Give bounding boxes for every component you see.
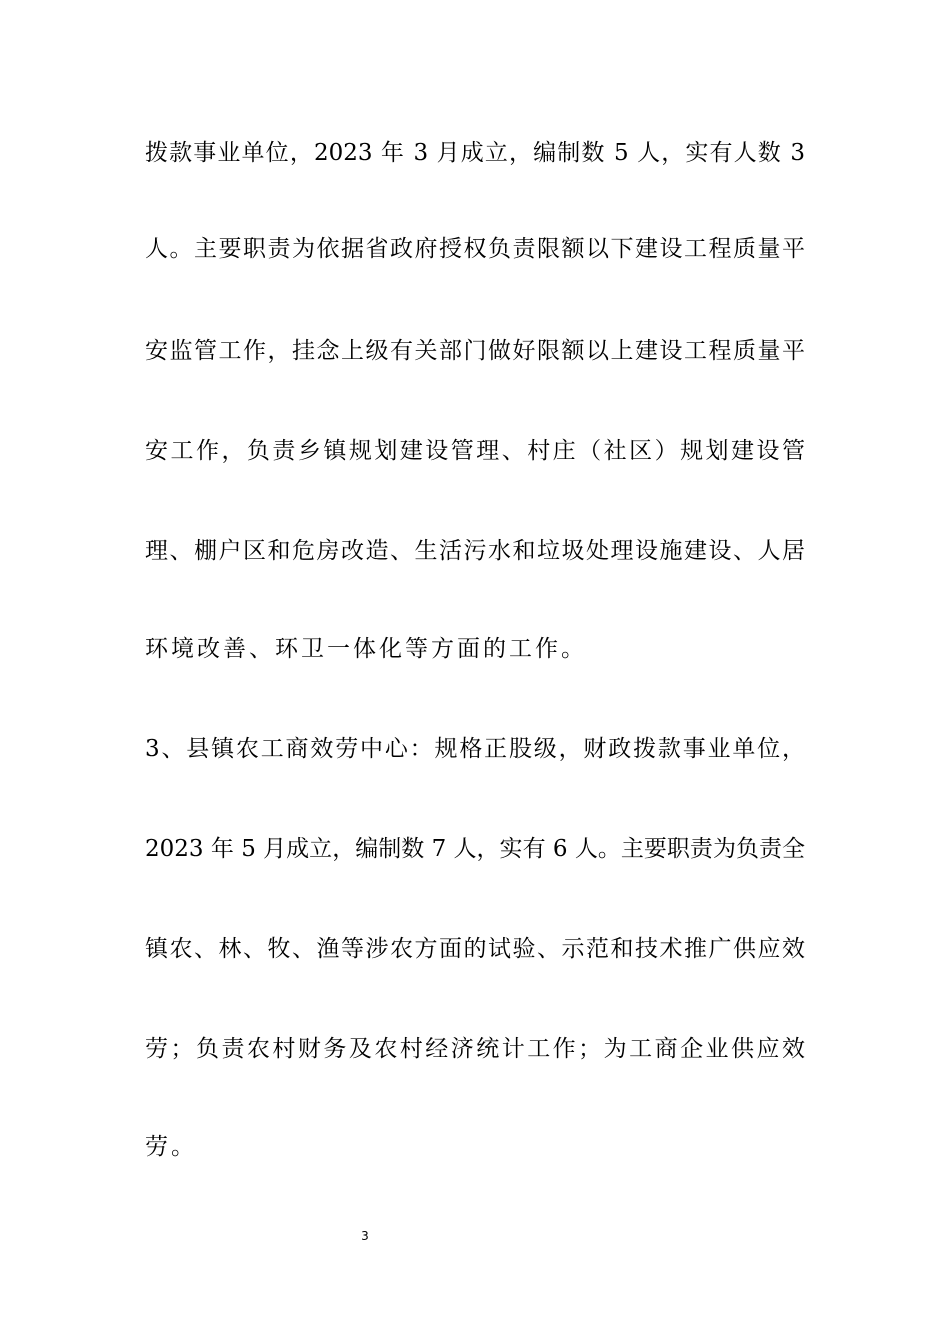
text-line-6: 环境改善、环卫一体化等方面的工作。 (145, 636, 587, 662)
text-line-3: 安监管工作，挂念上级有关部门做好限额以上建设工程质量平 (145, 338, 805, 364)
text-line-11: 劳。 (145, 1134, 197, 1160)
text-line-9: 镇农、林、牧、渔等涉农方面的试验、示范和技术推广供应效 (145, 936, 805, 962)
text-line-7: 3、县镇农工商效劳中心：规格正股级，财政拨款事业单位， (145, 736, 805, 762)
text-line-2: 人。主要职责为依据省政府授权负责限额以下建设工程质量平 (145, 236, 805, 262)
text-line-10: 劳；负责农村财务及农村经济统计工作；为工商企业供应效 (145, 1036, 805, 1062)
text-line-5: 理、棚户区和危房改造、生活污水和垃圾处理设施建设、人居 (145, 538, 805, 564)
text-line-1: 拨款事业单位，2023 年 3 月成立，编制数 5 人，实有人数 3 (145, 140, 805, 166)
text-line-4: 安工作，负责乡镇规划建设管理、村庄（社区）规划建设管 (145, 438, 805, 464)
text-line-8: 2023 年 5 月成立，编制数 7 人，实有 6 人。主要职责为负责全 (145, 836, 805, 862)
page-number: 3 (361, 1229, 369, 1243)
